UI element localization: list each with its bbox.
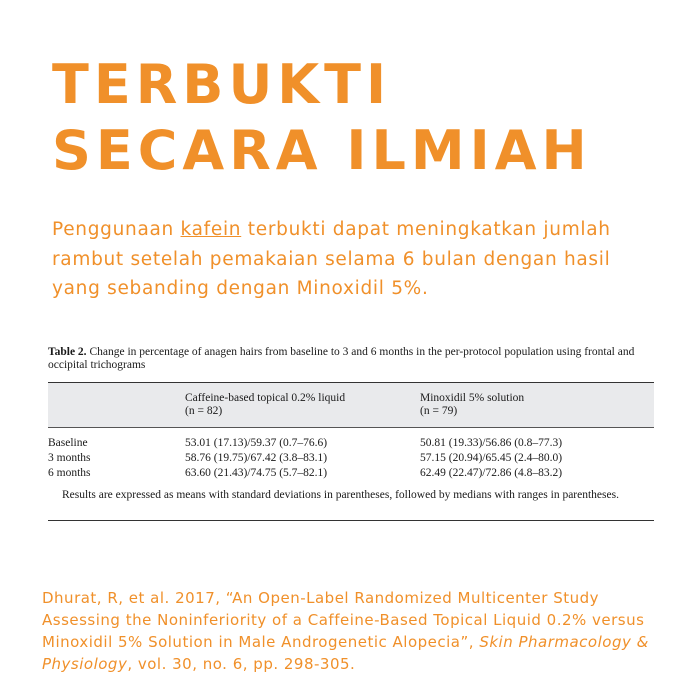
intro-paragraph bbox=[52, 215, 662, 304]
page-title bbox=[52, 52, 592, 184]
table-row bbox=[48, 451, 654, 466]
row-minoxidil-value: 62.49 (22.47)/72.86 (4.8–83.2) bbox=[420, 467, 563, 479]
citation-details: , vol. 30, no. 6, pp. 298-305. bbox=[127, 655, 356, 673]
intro-text-after: terbukti dapat meningkatkan jumlah rambut setelah pemakaian selama 6 bulan dengan hasil yang sebanding dengan Minoxidil 5%. bbox=[52, 219, 611, 299]
title-line-1: TERBUKTI bbox=[52, 53, 392, 116]
header-minoxidil bbox=[420, 392, 524, 418]
kafein-link[interactable]: kafein bbox=[180, 219, 242, 240]
citation-text: Dhurat, R, et al. 2017, “An Open-Label Randomized Multicenter Study Assessing the Noninferiority of a Caffeine-Based Topical Liquid 0.2% versus Minoxidil 5% Solution in Male Androgenetic Alopecia”, bbox=[42, 589, 645, 651]
title-line-2: SECARA ILMIAH bbox=[52, 119, 592, 182]
header-caffeine bbox=[185, 392, 345, 418]
header-minoxidil-n: (n = 79) bbox=[420, 405, 458, 417]
row-label: 3 months bbox=[48, 452, 91, 464]
table-caption bbox=[48, 346, 654, 372]
table-row bbox=[48, 436, 654, 451]
citation bbox=[42, 587, 682, 675]
study-table-figure bbox=[48, 346, 654, 521]
header-caffeine-title: Caffeine-based topical 0.2% liquid bbox=[185, 392, 346, 404]
table-caption-label: Table 2. bbox=[48, 346, 87, 358]
table-row bbox=[48, 466, 654, 481]
table-caption-text: Change in percentage of anagen hairs from baseline to 3 and 6 months in the per-protocol population using frontal and occipital trichograms bbox=[48, 346, 635, 371]
intro-text-before: Penggunaan bbox=[52, 219, 181, 240]
row-minoxidil-value: 57.15 (20.94)/65.45 (2.4–80.0) bbox=[420, 452, 563, 464]
results-table bbox=[48, 382, 654, 521]
row-label: 6 months bbox=[48, 467, 91, 479]
row-label: Baseline bbox=[48, 437, 88, 449]
table-header bbox=[48, 383, 654, 428]
header-caffeine-n: (n = 82) bbox=[185, 405, 223, 417]
row-caffeine-value: 53.01 (17.13)/59.37 (0.7–76.6) bbox=[185, 437, 328, 449]
header-minoxidil-title: Minoxidil 5% solution bbox=[420, 392, 525, 404]
table-body bbox=[48, 428, 654, 520]
row-caffeine-value: 58.76 (19.75)/67.42 (3.8–83.1) bbox=[185, 452, 328, 464]
row-caffeine-value: 63.60 (21.43)/74.75 (5.7–82.1) bbox=[185, 467, 328, 479]
table-note: Results are expressed as means with standard deviations in parentheses, followed by medians with ranges in parentheses. bbox=[62, 489, 619, 501]
citation-journal: Skin Pharmacology & Physiology bbox=[42, 633, 649, 673]
row-minoxidil-value: 50.81 (19.33)/56.86 (0.8–77.3) bbox=[420, 437, 563, 449]
